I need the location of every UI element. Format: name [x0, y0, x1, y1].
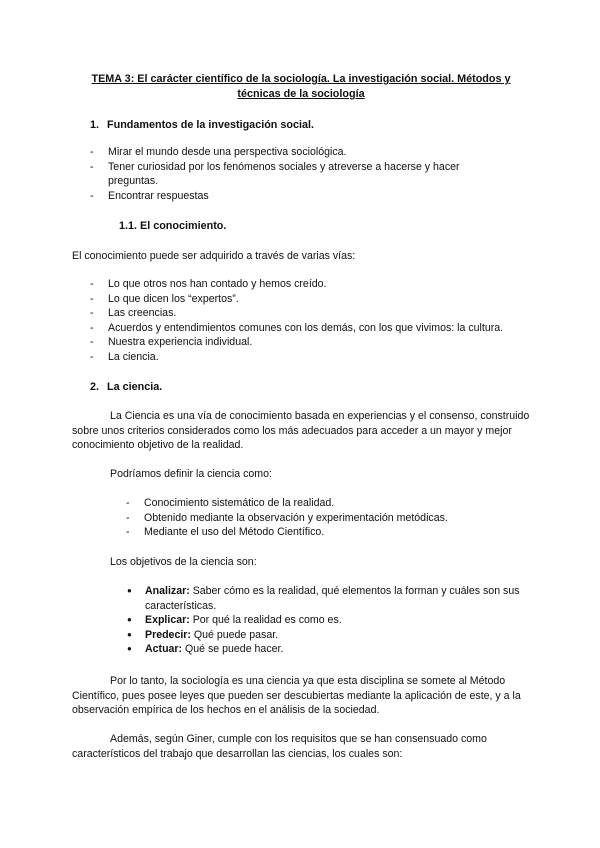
- document-title: TEMA 3: El carácter científico de la sociología. La investigación social. Métodos y técnicas de la sociología: [91, 73, 511, 100]
- list-item: [127, 642, 547, 657]
- list-item: - Lo que dicen los “expertos”.: [90, 292, 540, 307]
- list-item: - Acuerdos y entendimientos comunes con los demás, con los que vivimos: la cultura.: [90, 321, 540, 336]
- section-1-1-intro: El conocimiento puede ser adquirido a través de varias vías:: [72, 250, 356, 262]
- objective-term: Predecir:: [145, 628, 191, 641]
- list-item: [127, 613, 547, 628]
- section-2-heading: [90, 380, 162, 395]
- list-item: - Mediante el uso del Método Científico.: [126, 525, 526, 540]
- list-item: - Nuestra experiencia individual.: [90, 335, 540, 350]
- list-item: - Obtenido mediante la observación y experimentación metódicas.: [126, 511, 526, 526]
- section-2-number: 2.: [90, 381, 100, 393]
- section-2-paragraph-3: Los objetivos de la ciencia son:: [110, 556, 257, 568]
- section-2-paragraph-2: Podríamos definir la ciencia como:: [110, 468, 272, 480]
- section-1-heading: [90, 118, 314, 133]
- objective-text: Por qué la realidad es como es.: [189, 614, 342, 626]
- objectives-list: [127, 584, 547, 657]
- section-1-list: [90, 145, 510, 203]
- objective-text: Qué puede pasar.: [190, 628, 279, 641]
- section-2-title: La ciencia.: [107, 381, 163, 393]
- list-item: - Encontrar respuestas: [90, 189, 510, 204]
- section-1-1-heading: 1.1. El conocimiento.: [119, 220, 227, 232]
- section-1-title: Fundamentos de la investigación social.: [107, 119, 314, 131]
- section-2-paragraph-5: Además, según Giner, cumple con los requisitos que se han consensuado como característicos del trabajo que desarrollan las ciencias, los cuales son:: [72, 733, 487, 760]
- objective-text: Saber cómo es la realidad, qué elementos la forman y cuáles son sus características.: [145, 585, 520, 612]
- section-2-paragraph-1: La Ciencia es una vía de conocimiento basada en experiencias y el consenso, construido sobre unos criterios considerados como los más adecuados para acceder a un mayor y mejor conocimiento objetivo de la realidad.: [72, 410, 530, 451]
- list-item: [127, 628, 547, 643]
- list-item: - La ciencia.: [90, 350, 540, 365]
- section-1-1-list: [90, 277, 540, 364]
- objective-term: Actuar:: [145, 643, 183, 655]
- objective-text: Qué se puede hacer.: [182, 643, 284, 655]
- list-item: - Lo que otros nos han contado y hemos creído.: [90, 277, 540, 292]
- list-item: - Las creencias.: [90, 306, 540, 321]
- objective-term: Analizar:: [145, 585, 190, 597]
- section-1-number: 1.: [90, 119, 100, 131]
- list-item: - Conocimiento sistemático de la realidad.: [126, 496, 526, 511]
- section-2-paragraph-4: Por lo tanto, la sociología es una ciencia ya que esta disciplina se somete al Método Científico, pues posee leyes que pueden ser descubiertas mediante la aplicación de este, y a la observación empírica de los hechos en el análisis de la sociedad.: [72, 675, 521, 716]
- definition-list: [126, 496, 526, 540]
- list-item: - Tener curiosidad por los fenómenos sociales y atreverse a hacerse y hacer preguntas.: [90, 160, 510, 189]
- list-item: - Mirar el mundo desde una perspectiva sociológica.: [90, 145, 510, 160]
- list-item: [127, 584, 547, 613]
- objective-term: Explicar:: [145, 614, 190, 626]
